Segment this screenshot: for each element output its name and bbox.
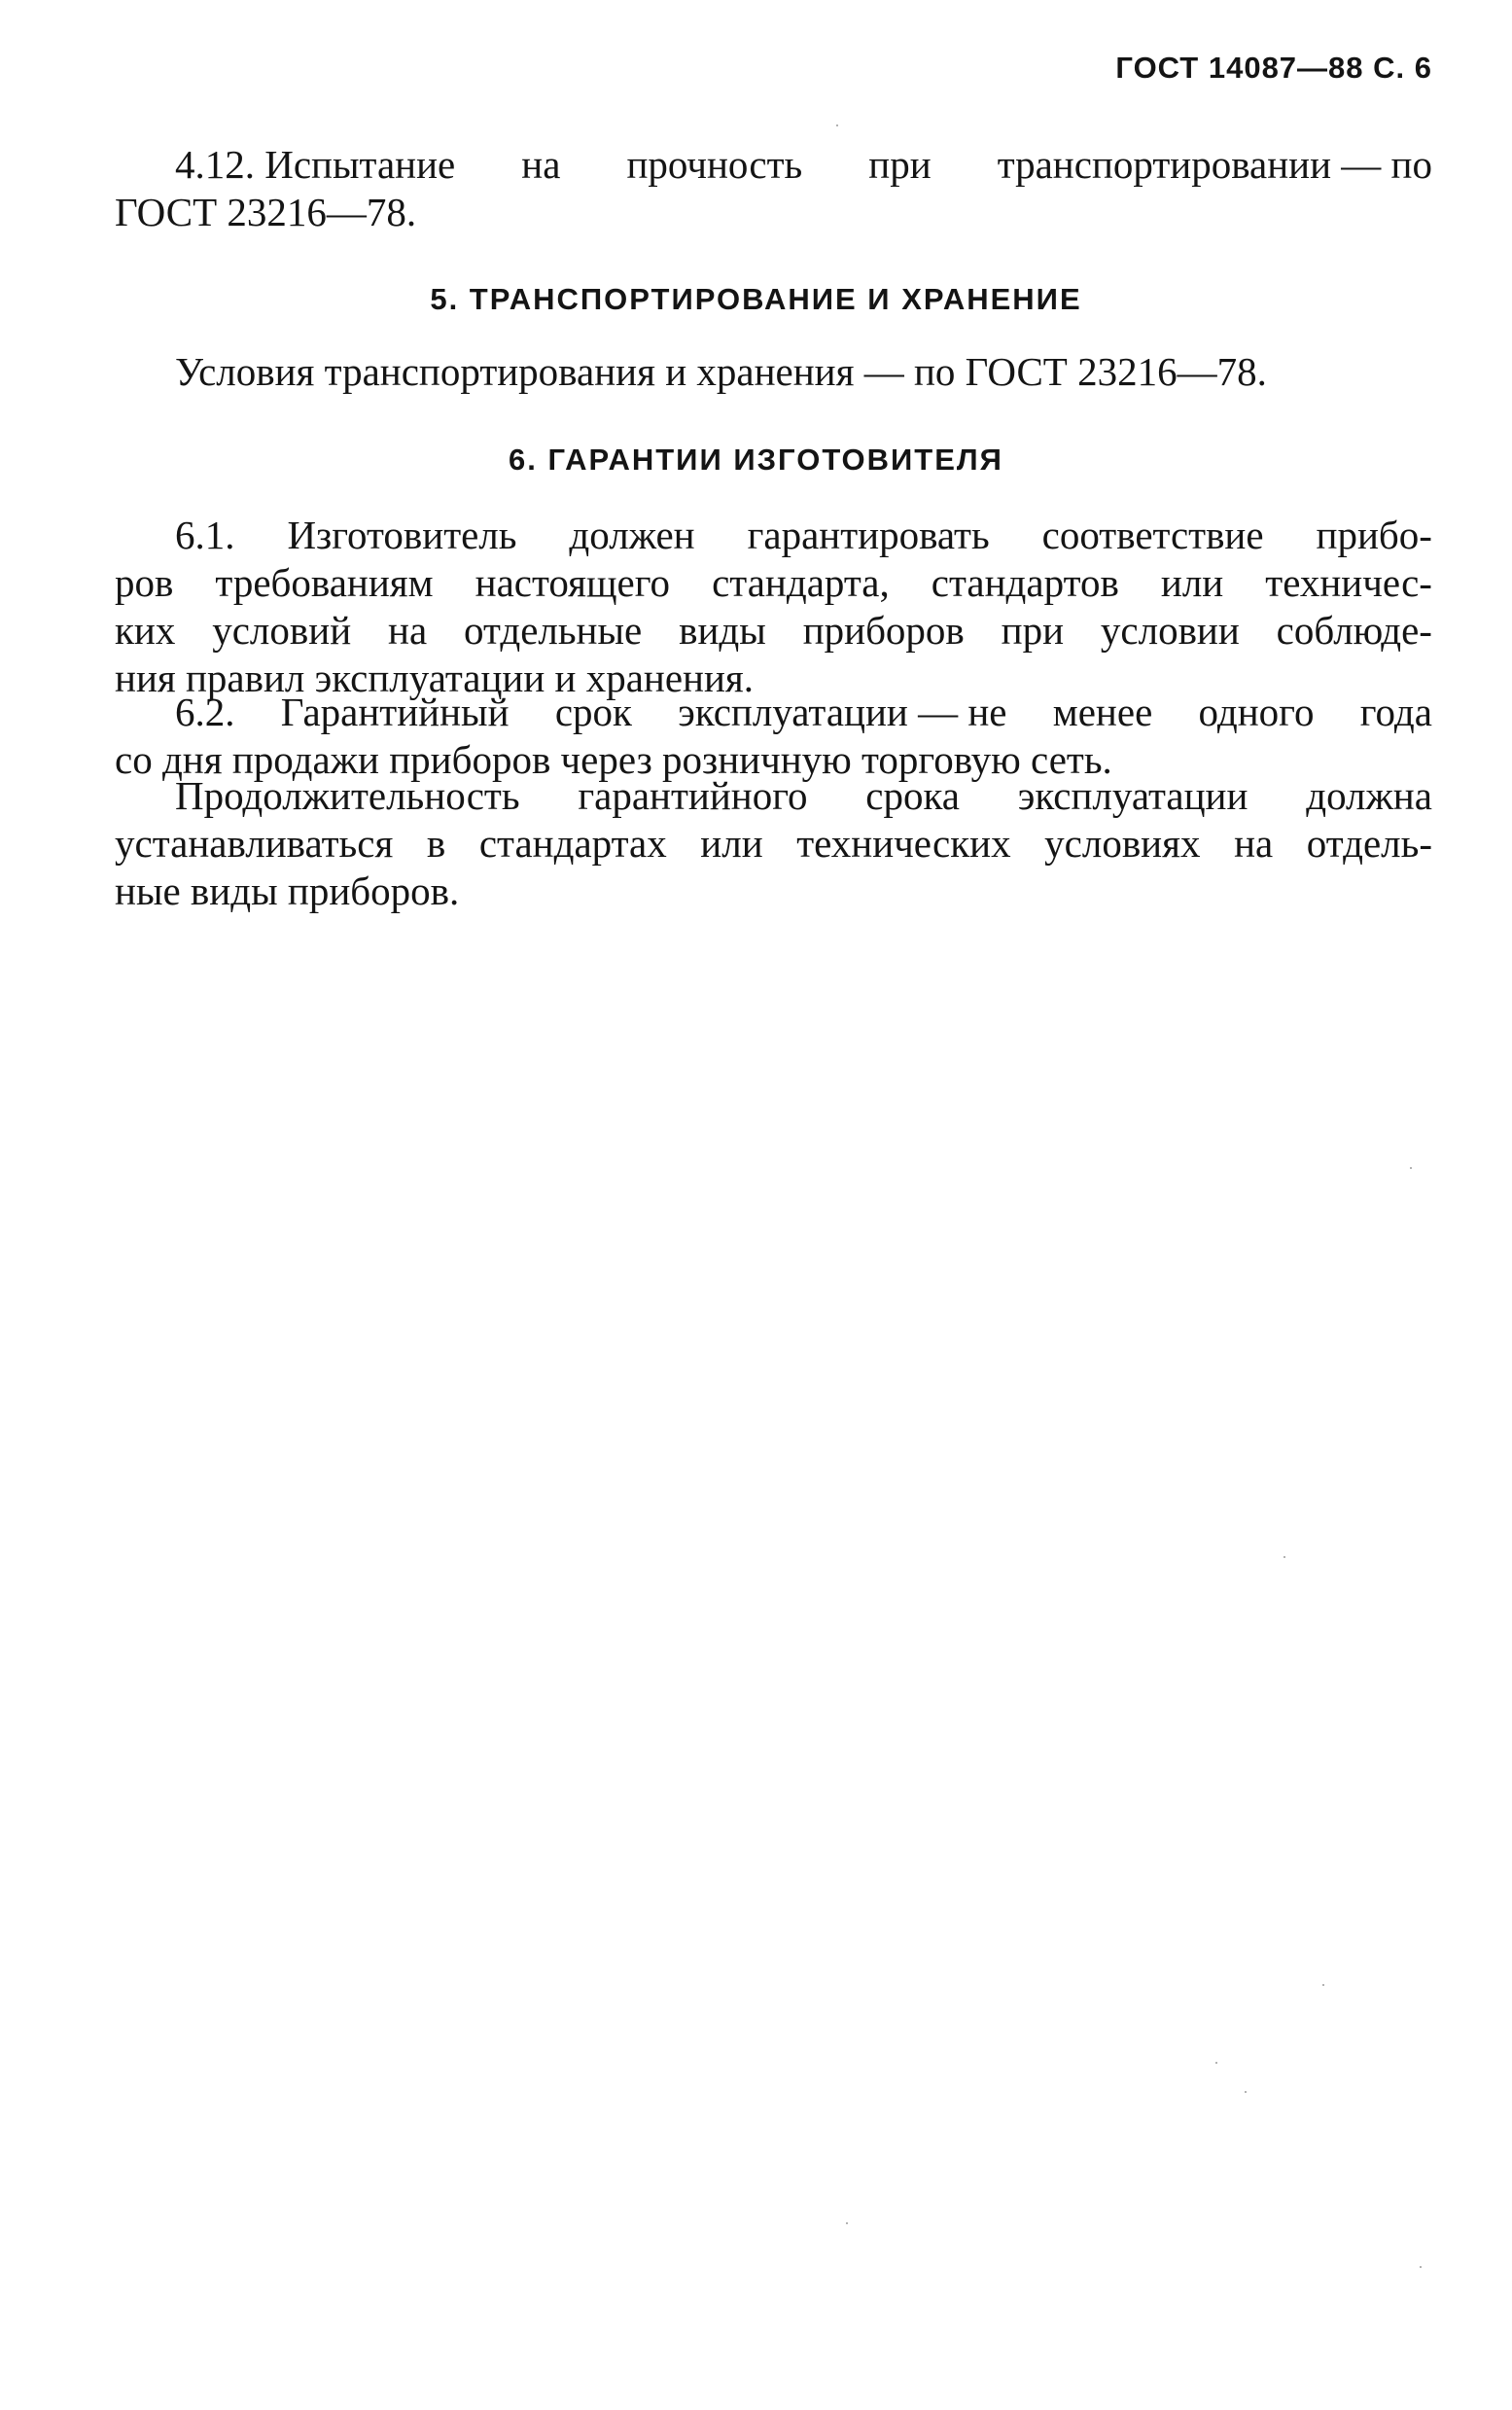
word: эксплуатации (1017, 773, 1248, 818)
scan-speck (1215, 2062, 1217, 2064)
clause-6-1-line-1 (115, 512, 1432, 559)
scan-speck (846, 2222, 848, 2224)
clause-6-1 (115, 512, 1432, 702)
scan-speck (1283, 1556, 1285, 1558)
word: условий (212, 608, 352, 653)
word: устанавливаться (115, 821, 394, 866)
word: отдель- (1306, 821, 1432, 866)
word: при (868, 142, 932, 187)
word: приборов (802, 608, 965, 653)
word: на (521, 142, 561, 187)
scan-speck (1420, 2266, 1422, 2268)
word: отдельные (464, 608, 643, 653)
clause-6-1-line-2 (115, 559, 1432, 607)
word: гарантийного (578, 773, 808, 818)
clause-4-12-line-2: ГОСТ 23216—78. (115, 190, 417, 234)
word: стандарта, (712, 560, 890, 605)
word: транспортировании — по (997, 142, 1432, 187)
clause-6-2 (115, 689, 1432, 784)
word: стандартов (931, 560, 1119, 605)
clause-6-2-line-2: со дня продажи приборов через розничную торговую сеть. (115, 737, 1112, 782)
word: 4.12. Испытание (175, 142, 456, 187)
word: техничес- (1265, 560, 1432, 605)
scan-speck (836, 124, 838, 126)
clause-duration-line-3: ные виды приборов. (115, 868, 460, 913)
word: на (388, 608, 428, 653)
word: или (700, 821, 763, 866)
word: соблюде- (1276, 608, 1432, 653)
word: года (1359, 690, 1432, 734)
word: при (1001, 608, 1065, 653)
word: условии (1100, 608, 1240, 653)
word: в (426, 821, 446, 866)
word: соответствие (1041, 513, 1264, 557)
word: менее (1052, 690, 1153, 734)
clause-6-2-line-1 (115, 689, 1432, 736)
section-5-heading: 5. ТРАНСПОРТИРОВАНИЕ И ХРАНЕНИЕ (430, 282, 1082, 316)
clause-4-12-line-1 (115, 141, 1432, 189)
page-header: ГОСТ 14087—88 С. 6 (1115, 51, 1432, 85)
word: Гарантийный (280, 690, 510, 734)
word: на (1234, 821, 1274, 866)
clause-4-12 (115, 141, 1432, 236)
scan-speck (1245, 2091, 1247, 2093)
section-5-text: Условия транспортирования и хранения — по ГОСТ 23216—78. (175, 349, 1267, 394)
word: эксплуатации — не (678, 690, 1007, 734)
word: технических (796, 821, 1011, 866)
word: виды (679, 608, 766, 653)
scan-speck (1410, 1167, 1412, 1169)
word: настоящего (475, 560, 671, 605)
word: должна (1306, 773, 1432, 818)
clause-6-1-line-4: ния правил эксплуатации и хранения. (115, 656, 755, 700)
word: Продолжительность (175, 773, 520, 818)
word: ких (115, 608, 176, 653)
section-6-heading: 6. ГАРАНТИИ ИЗГОТОВИТЕЛЯ (509, 443, 1003, 477)
clause-6-1-line-3 (115, 607, 1432, 655)
word: прибо- (1316, 513, 1432, 557)
word: Изготовитель (287, 513, 517, 557)
clause-duration-line-2 (115, 820, 1432, 868)
word: одного (1198, 690, 1315, 734)
word: прочность (626, 142, 803, 187)
word: условиях (1044, 821, 1201, 866)
scan-speck (1322, 1984, 1324, 1986)
word: должен (569, 513, 695, 557)
word: 6.2. (175, 690, 235, 734)
section-5-text-block (115, 348, 1432, 396)
word: гарантировать (747, 513, 990, 557)
word: ров (115, 560, 174, 605)
word: срока (865, 773, 960, 818)
word: стандартах (478, 821, 667, 866)
clause-duration-line-1 (115, 772, 1432, 820)
word: срок (554, 690, 632, 734)
word: или (1160, 560, 1224, 605)
word: требованиям (215, 560, 434, 605)
clause-duration (115, 772, 1432, 915)
word: 6.1. (175, 513, 235, 557)
